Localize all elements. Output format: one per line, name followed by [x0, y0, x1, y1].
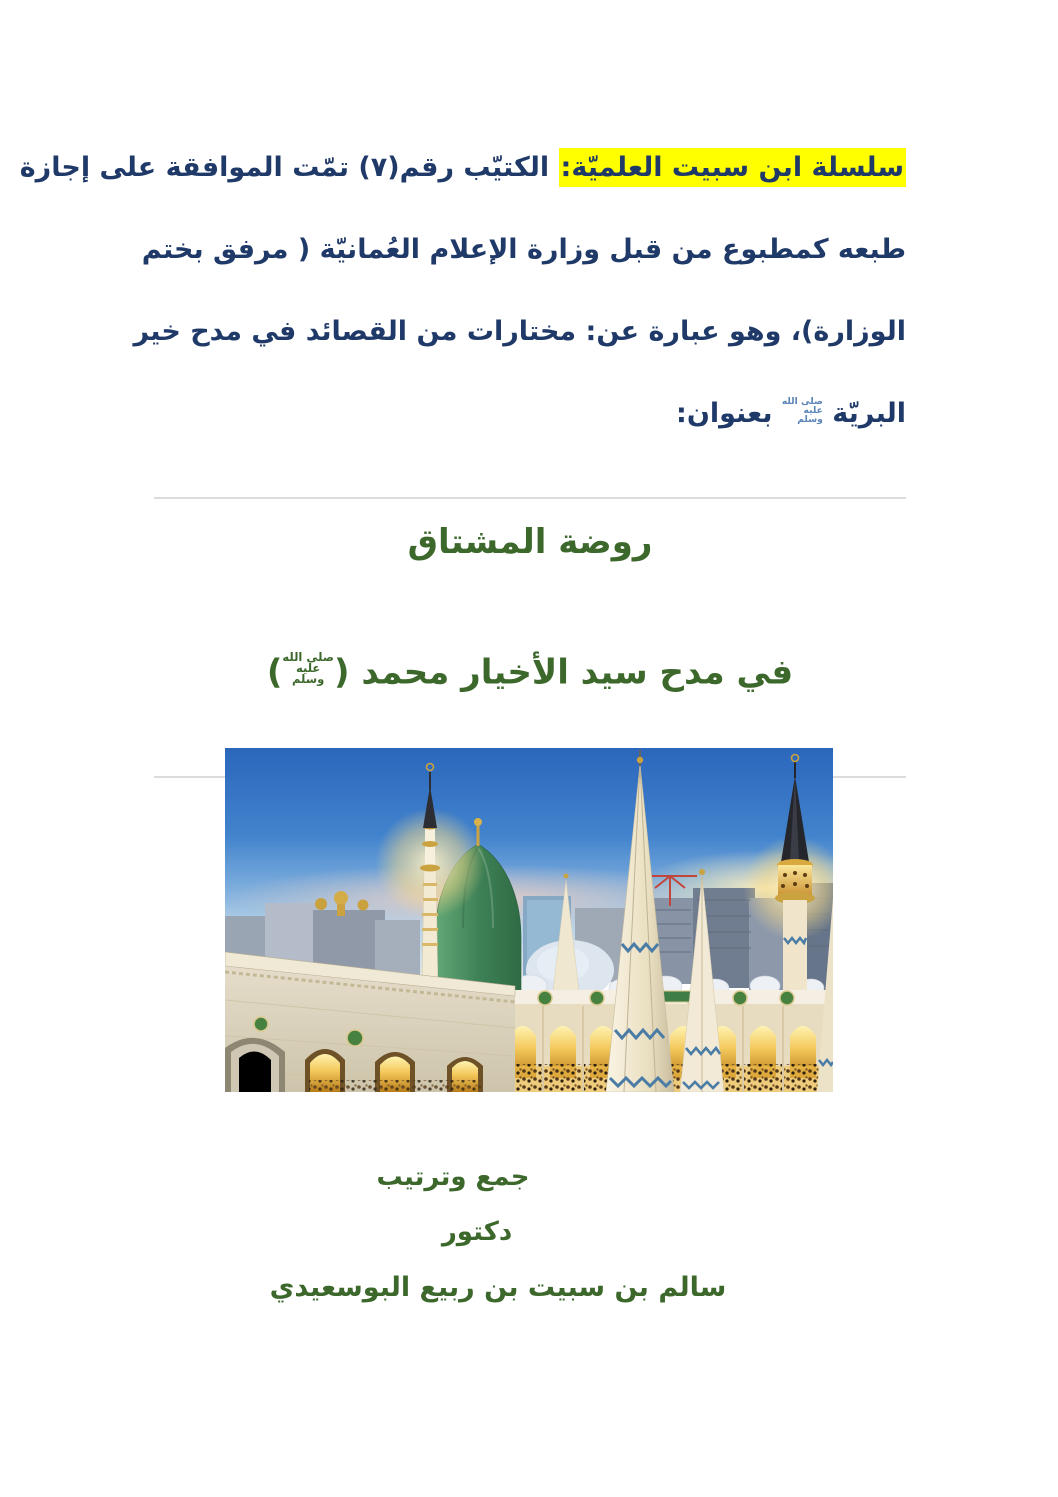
footer-author-name: سالم بن سبيت بن ربيع البوسعيدي: [269, 1272, 727, 1303]
footer-credits: [154, 1150, 906, 1315]
paragraph-line-4-end: بعنوان:: [676, 398, 773, 429]
salla-allahu-alayhi-wa-sallam-glyph: صلى الله عليه وسلم: [781, 396, 823, 425]
subtitle-text: في مدح سيد الأخيار محمد (: [333, 652, 794, 693]
mosque-photo: [225, 748, 833, 1092]
salla-allahu-alayhi-wa-sallam-glyph: صلى الله عليه وسلم: [282, 650, 334, 686]
paragraph-line-2: طبعه كمطبوع من قبل وزارة الإعلام العُمانيّة ( مرفق بختم: [141, 234, 906, 265]
paragraph-line-4: [154, 373, 906, 455]
paragraph-line-4-start: البريّة: [832, 398, 906, 429]
highlighted-series-title: سلسلة ابن سبيت العلميّة:: [559, 148, 906, 187]
footer-doctor: دكتور: [441, 1217, 513, 1247]
mosque-photo-illustration: [225, 748, 833, 1092]
subtitle-close-paren: ): [266, 652, 283, 693]
paragraph-line-1: [19, 127, 906, 209]
paragraph-line-1-rest: الكتيّب رقم(٧) تمّت الموافقة على إجازة: [19, 152, 550, 183]
book-subtitle: [154, 652, 906, 693]
intro-paragraph: [19, 127, 906, 455]
footer-collected-by: جمع وترتيب: [376, 1162, 530, 1192]
paragraph-line-3: الوزارة)، وهو عبارة عن: مختارات من القصائد في مدح خير: [133, 316, 906, 347]
horizontal-divider-top: [154, 497, 906, 499]
book-title: روضة المشتاق: [407, 522, 653, 562]
